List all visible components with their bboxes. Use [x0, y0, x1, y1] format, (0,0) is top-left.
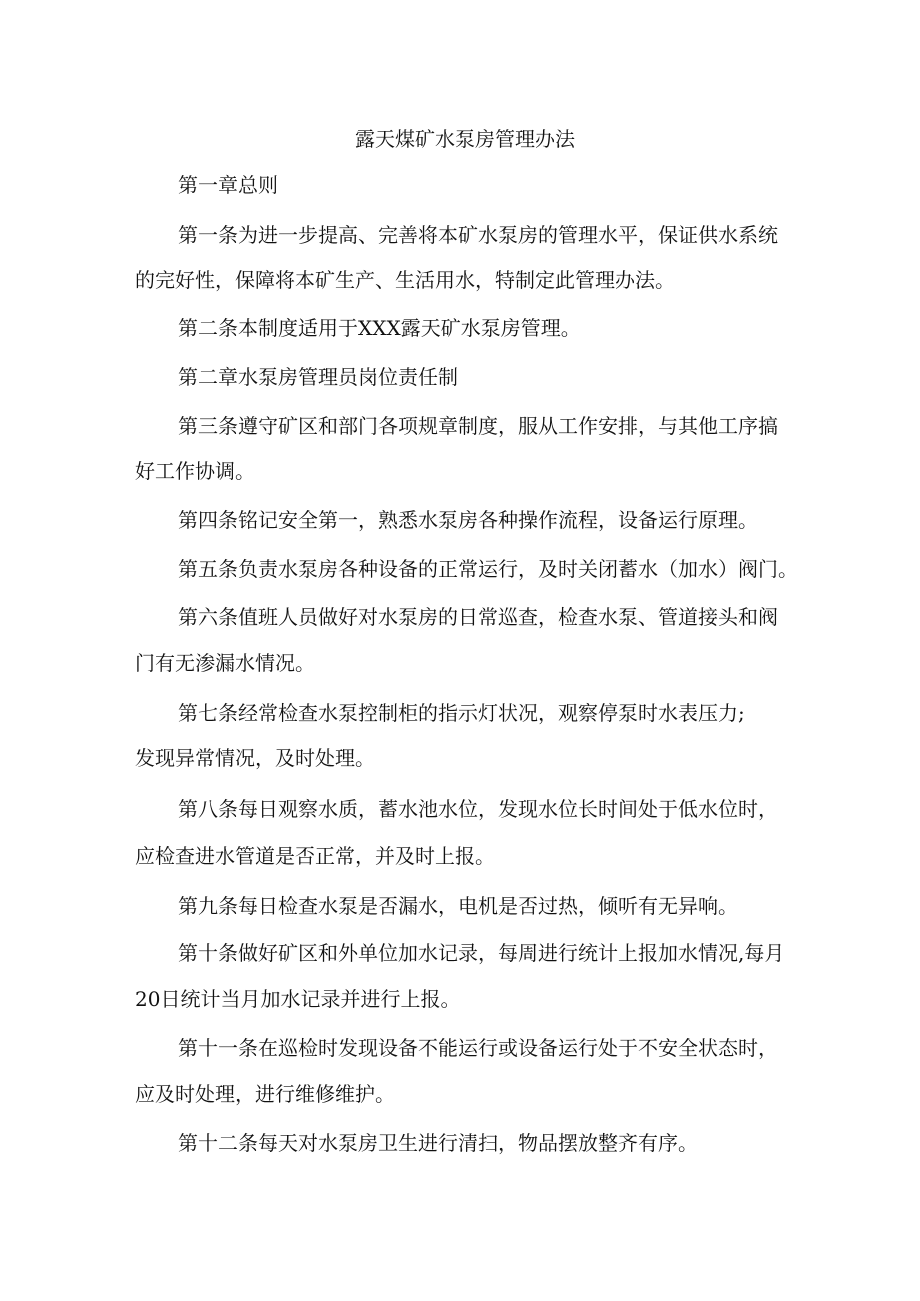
chapter-heading: 第二章水泵房管理员岗位责任制: [178, 365, 458, 389]
paragraph-line: 的完好性，保障将本矿生产、生活用水，特制定此管理办法。: [135, 268, 675, 292]
paragraph-line: 第二条本制度适用于XXX露天矿水泵房管理。: [178, 316, 581, 340]
paragraph-line: 第十条做好矿区和外单位加水记录，每周进行统计上报加水情况,每月: [178, 941, 785, 965]
document-title: 露天煤矿水泵房管理办法: [355, 127, 575, 151]
paragraph-line: 第八条每日观察水质，蓄水池水位，发现水位长时间处于低水位时，: [178, 797, 778, 821]
chapter-heading: 第一章总则: [178, 173, 278, 197]
paragraph-line: 第十二条每天对水泵房卫生进行清扫，物品摆放整齐有序。: [178, 1131, 698, 1155]
paragraph-line: 第五条负责水泵房各种设备的正常运行，及时关闭蓄水（加水）阀门。: [178, 557, 798, 581]
paragraph-line: 第三条遵守矿区和部门各项规章制度，服从工作安排，与其他工序搞: [178, 414, 778, 438]
paragraph-line: 第六条值班人员做好对水泵房的日常巡查，检查水泵、管道接头和阀: [178, 605, 778, 629]
paragraph-line: 第一条为进一步提高、完善将本矿水泵房的管理水平，保证供水系统: [178, 223, 778, 247]
paragraph-line: 应检查进水管道是否正常，并及时上报。: [135, 844, 495, 868]
paragraph-line: 门有无渗漏水情况。: [135, 651, 315, 675]
paragraph-line: 第九条每日检查水泵是否漏水，电机是否过热，倾听有无异响。: [178, 894, 738, 918]
paragraph-line: 20日统计当月加水记录并进行上报。: [135, 987, 461, 1011]
paragraph-line: 好工作协调。: [135, 459, 255, 483]
paragraph-line: 第四条铭记安全第一，熟悉水泵房各种操作流程，设备运行原理。: [178, 508, 758, 532]
paragraph-line: 发现异常情况，及时处理。: [135, 746, 375, 770]
paragraph-line: 第十一条在巡检时发现设备不能运行或设备运行处于不安全状态时，: [178, 1036, 778, 1060]
paragraph-line: 应及时处理，进行维修维护。: [135, 1082, 395, 1106]
paragraph-line: 第七条经常检查水泵控制柜的指示灯状况，观察停泵时水表压力;: [178, 701, 745, 725]
